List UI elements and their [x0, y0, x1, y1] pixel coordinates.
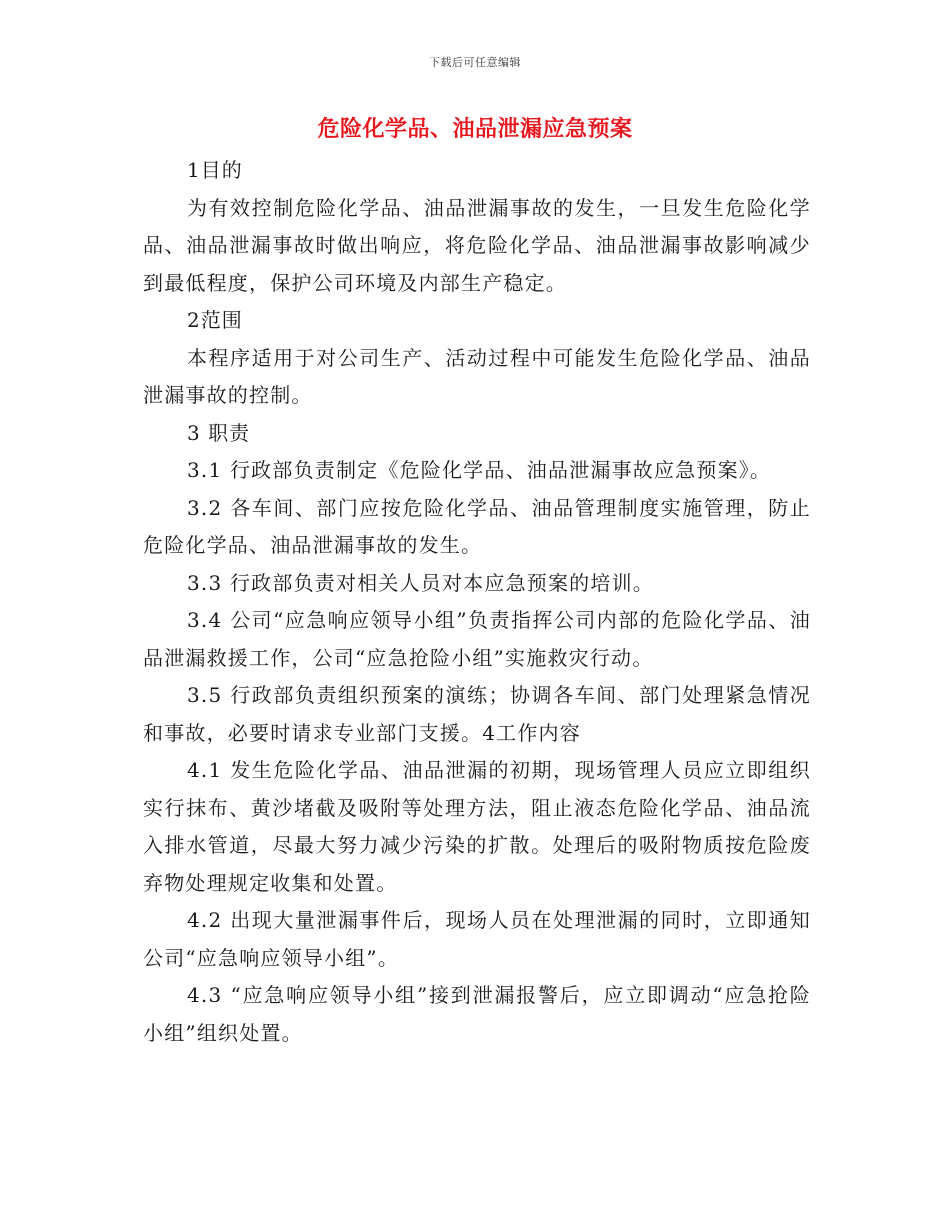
paragraph-3-3: 3.3 行政部负责对相关人员对本应急预案的培训。 [187, 570, 654, 595]
document-body [143, 152, 811, 1052]
paragraph-4-3: 4.3 “应急响应领导小组”接到泄漏报警后，应立即调动“应急抢险小组”组织处置。 [143, 983, 811, 1045]
paragraph-3-5: 3.5 行政部负责组织预案的演练；协调各车间、部门处理紧急情况和事故，必要时请求专业部门支援。4工作内容 [143, 683, 811, 745]
paragraph-scope: 本程序适用于对公司生产、活动过程中可能发生危险化学品、油品泄漏事故的控制。 [143, 345, 811, 407]
section-heading-scope: 2范围 [187, 308, 243, 332]
paragraph-3-2: 3.2 各车间、部门应按危险化学品、油品管理制度实施管理，防止危险化学品、油品泄漏事故的发生。 [143, 495, 811, 557]
section-heading-purpose: 1目的 [187, 158, 243, 182]
paragraph-3-4: 3.4 公司“应急响应领导小组”负责指挥公司内部的危险化学品、油品泄漏救援工作，公司“应急抢险小组”实施救灾行动。 [143, 608, 811, 670]
document-title: 危险化学品、油品泄漏应急预案 [317, 116, 633, 142]
paragraph-4-2: 4.2 出现大量泄漏事件后，现场人员在处理泄漏的同时，立即通知公司“应急响应领导小组”。 [143, 908, 811, 970]
paragraph-3-1: 3.1 行政部负责制定《危险化学品、油品泄漏事故应急预案》。 [187, 458, 772, 482]
paragraph-4-1: 4.1 发生危险化学品、油品泄漏的初期，现场管理人员应立即组织实行抹布、黄沙堵截及吸附等处理方法，阻止液态危险化学品、油品流入排水管道，尽最大努力减少污染的扩散。处理后的吸附物质按危险废弃物处理规定收集和处置。 [143, 758, 811, 895]
section-heading-responsibilities: 3 职责 [187, 420, 251, 445]
paragraph-purpose: 为有效控制危险化学品、油品泄漏事故的发生，一旦发生危险化学品、油品泄漏事故时做出响应，将危险化学品、油品泄漏事故影响减少到最低程度，保护公司环境及内部生产稳定。 [143, 195, 811, 295]
header-note: 下载后可任意编辑 [429, 56, 521, 69]
